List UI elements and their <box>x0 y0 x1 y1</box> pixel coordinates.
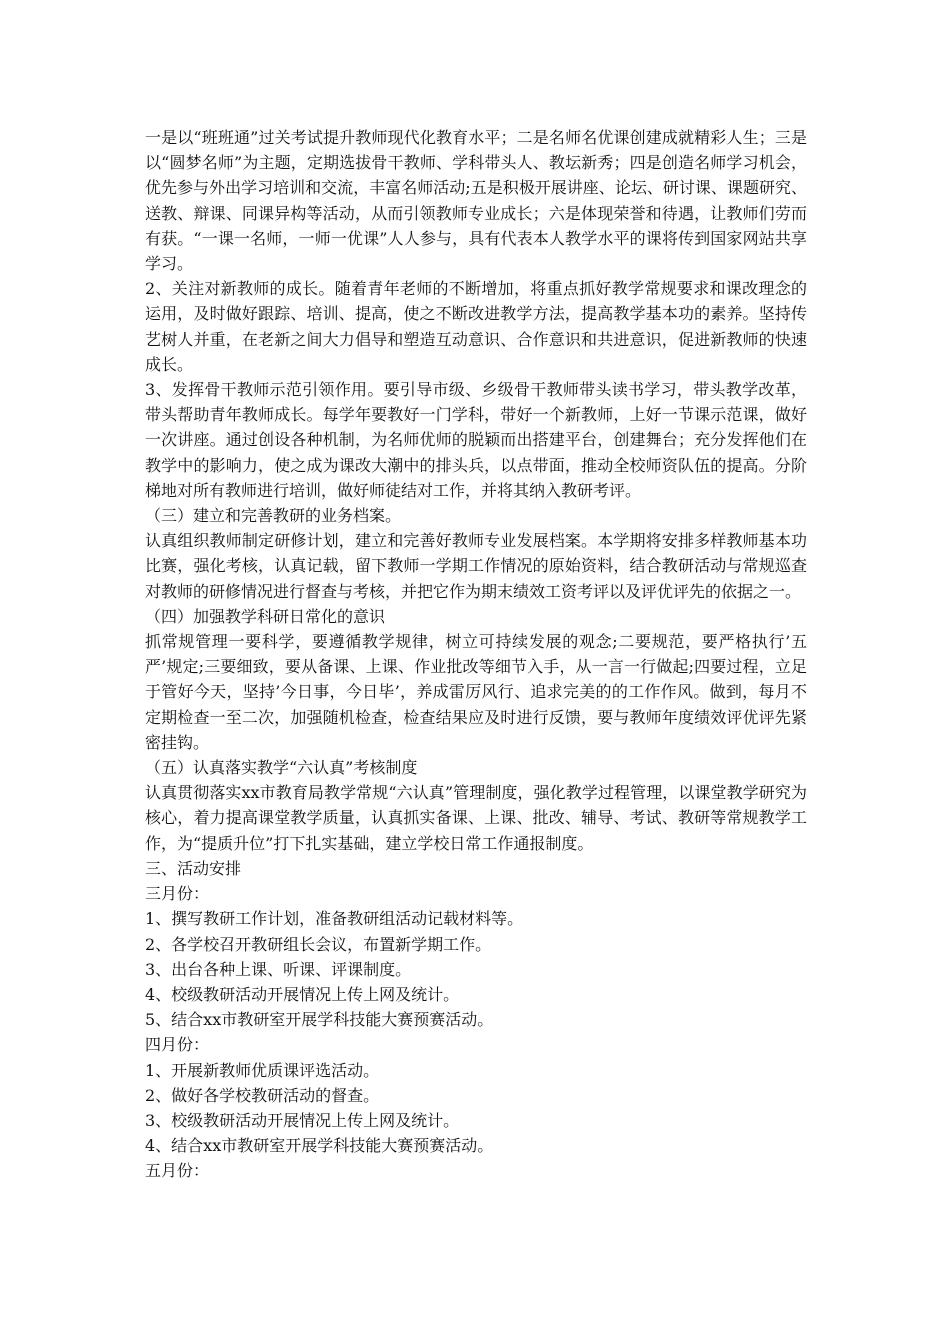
paragraph-measures-list: 一是以“班班通”过关考试提升教师现代化教育水平；二是名师名优课创建成就精彩人生；三是以“圆梦名师”为主题，定期选拔骨干教师、学科带头人、教坛新秀；四是创造名师学习机会，优先参与外出学习培训和交流，丰富名师活动;五是积极开展讲座、论坛、研讨课、课题研究、送教、辩课、同课异构等活动，从而引领教师专业成长；六是体现荣誉和待遇，让教师们劳而有获。“一课一名师，一师一优课”人人参与，具有代表本人教学水平的课将传到国家网站共享学习。 <box>145 128 807 274</box>
list-item: 5、结合xx市教研室开展学科技能大赛预赛活动。 <box>145 1010 494 1030</box>
paragraph-archives: 认真组织教师制定研修计划，建立和完善好教师专业发展档案。本学期将安排多样教师基本功比赛，强化考核，认真记载，留下教师一学期工作情况的原始资料，结合教研活动与常规巡查对教师的研修情况进行督查与考核，并把它作为期末绩效工资考评以及评优评先的依据之一。 <box>145 531 807 601</box>
list-item: 2、做好各学校教研活动的督查。 <box>145 1085 380 1105</box>
list-item: 2、各学校召开教研组长会议，布置新学期工作。 <box>145 934 492 954</box>
section-heading-activities: 三、活动安排 <box>145 858 242 878</box>
list-item: 3、校级教研活动开展情况上传上网及统计。 <box>145 1110 460 1130</box>
section-heading-research: （四）加强教学科研日常化的意识 <box>145 606 386 626</box>
list-item: 1、撰写教研工作计划，准备教研组活动记载材料等。 <box>145 909 524 929</box>
paragraph-routine-management: 抓常规管理一要科学，要遵循教学规律，树立可持续发展的观念;二要规范，要严格执行’五严’规定;三要细致，要从备课、上课、作业批改等细节入手，从一言一行做起;四要过程，立足于管好今天，坚持’今日事，今日毕’，养成雷厉风行、追求完美的的工作作风。做到，每月不定期检查一至二次，加强随机检查，检查结果应及时进行反馈，要与教师年度绩效评优评先紧密挂钩。 <box>145 632 807 752</box>
paragraph-new-teachers: 2、关注对新教师的成长。随着青年老师的不断增加，将重点抓好教学常规要求和课改理念的运用，及时做好跟踪、培训、提高，使之不断改进教学方法，提高教学基本功的素养。坚持传艺树人并重，在老新之间大力倡导和塑造互动意识、合作意识和共进意识，促进新教师的快速成长。 <box>145 279 807 374</box>
list-item: 3、出台各种上课、听课、评课制度。 <box>145 959 412 979</box>
month-heading-april: 四月份： <box>145 1035 210 1055</box>
section-heading-archives: （三）建立和完善教研的业务档案。 <box>145 506 402 526</box>
document-body <box>145 125 807 1184</box>
list-item: 1、开展新教师优质课评选活动。 <box>145 1060 380 1080</box>
paragraph-key-teachers: 3、发挥骨干教师示范引领作用。要引导市级、乡级骨干教师带头读书学习，带头教学改革，带头帮助青年教师成长。每学年要教好一门学科，带好一个新教师，上好一节课示范课，做好一次讲座。通过创设各种机制，为名师优师的脱颖而出搭建平台，创建舞台；充分发挥他们在教学中的影响力，使之成为课改大潮中的排头兵，以点带面，推动全校师资队伍的提高。分阶梯地对所有教师进行培训，做好师徒结对工作，并将其纳入教研考评。 <box>145 380 807 500</box>
section-heading-six-earnest: （五）认真落实教学“六认真”考核制度 <box>145 758 418 778</box>
month-heading-may: 五月份： <box>145 1161 210 1181</box>
month-heading-march: 三月份： <box>145 884 210 904</box>
paragraph-six-earnest: 认真贯彻落实xx市教育局教学常规“六认真”管理制度，强化教学过程管理，以课堂教学研究为核心，着力提高课堂教学质量，认真抓实备课、上课、批改、辅导、考试、教研等常规教学工作，为“提质升位”打下扎实基础，建立学校日常工作通报制度。 <box>145 783 807 853</box>
list-item: 4、校级教研活动开展情况上传上网及统计。 <box>145 984 460 1004</box>
list-item: 4、结合xx市教研室开展学科技能大赛预赛活动。 <box>145 1136 494 1156</box>
